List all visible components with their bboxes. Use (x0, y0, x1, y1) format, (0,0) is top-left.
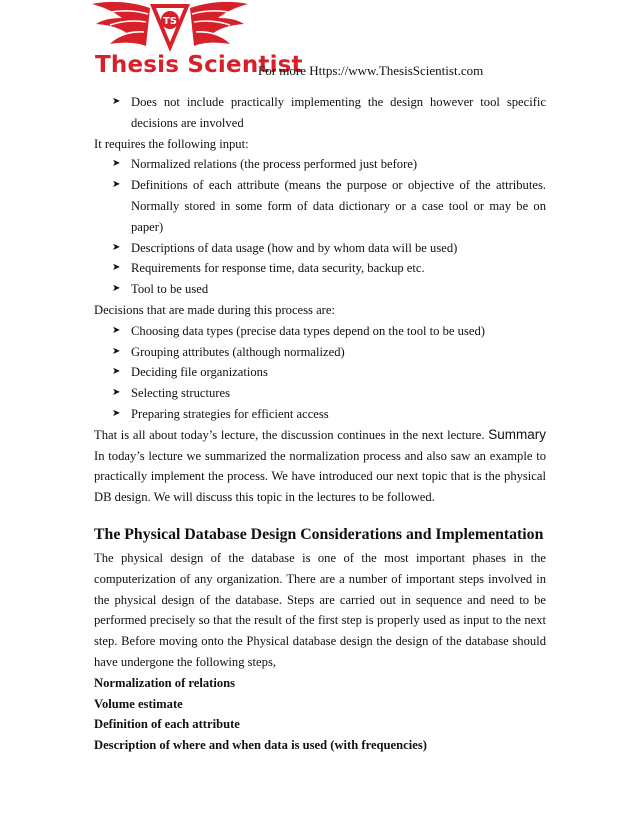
arrow-bullet-icon: ➤ (112, 345, 121, 357)
arrow-bullet-icon: ➤ (112, 387, 121, 399)
step-data-usage: Description of where and when data is used (with frequencies) (94, 738, 427, 753)
arrow-bullet-icon: ➤ (112, 283, 121, 295)
summary-word: Summary (488, 426, 546, 442)
arrow-bullet-icon: ➤ (112, 324, 121, 336)
list-item: ➤ Deciding file organizations (94, 362, 546, 383)
input-heading: It requires the following input: (94, 136, 249, 151)
section-title: The Physical Database Design Considerations and Implementation (94, 525, 544, 543)
arrow-bullet-icon: ➤ (112, 241, 121, 253)
section-paragraph: The physical design of the database is one of the most important phases in the computerization of any organization. There are a number of important steps involved in the physical design of the database. Steps are carried out in sequence and need to be performed precisely so that the result of the first step is properly used as input to the next step. Before moving onto the Physical database design the design of the database should have undergone the following steps, (94, 550, 546, 669)
arrow-bullet-icon: ➤ (112, 179, 121, 191)
step-volume-estimate: Volume estimate (94, 696, 183, 711)
list-item: ➤ Definitions of each attribute (means the purpose or objective of the attributes. Normally stored in some form of data dictionary or a case tool or may be on paper) (94, 175, 546, 237)
arrow-bullet-icon: ➤ (112, 96, 121, 107)
arrow-bullet-icon: ➤ (112, 262, 121, 274)
list-item: ➤ Normalized relations (the process performed just before) (94, 154, 546, 175)
thesis-scientist-logo-icon (88, 0, 252, 54)
intro-bullet-list (94, 92, 546, 134)
arrow-bullet-icon: ➤ (112, 407, 121, 419)
arrow-bullet-icon: ➤ (112, 158, 121, 170)
arrow-bullet-icon: ➤ (112, 366, 121, 378)
list-item: ➤ Choosing data types (precise data types depend on the tool to be used) (94, 321, 546, 342)
step-attribute-definition: Definition of each attribute (94, 717, 240, 732)
decisions-heading: Decisions that are made during this process are: (94, 302, 335, 317)
list-item: ➤ Selecting structures (94, 383, 546, 404)
document-body (94, 92, 546, 756)
decision-bullet-list (94, 321, 546, 425)
logo-monogram: TS (162, 16, 178, 27)
list-item: ➤ Preparing strategies for efficient access (94, 404, 546, 425)
list-item: ➤ Requirements for response time, data security, backup etc. (94, 258, 546, 279)
step-normalization: Normalization of relations (94, 675, 236, 690)
page-header (0, 0, 638, 90)
list-item: ➤ Grouping attributes (although normalized) (94, 342, 546, 363)
input-bullet-list (94, 154, 546, 300)
list-item: ➤ Does not include practically implementing the design however tool specific decisions are involved (94, 92, 546, 134)
list-item: ➤ Descriptions of data usage (how and by whom data will be used) (94, 238, 546, 259)
summary-paragraph: That is all about today’s lecture, the discussion continues in the next lecture. Summary In today’s lecture we summarized the normalization process and also saw an example to practically implement the process. We have introduced our next topic that is the physical DB design. We will discuss this topic in the lectures to be followed. (94, 426, 546, 505)
brand-name: Thesis Scientist (95, 52, 303, 78)
list-item: ➤ Tool to be used (94, 279, 546, 300)
website-link[interactable]: For more Https://www.ThesisScientist.com (258, 63, 484, 78)
